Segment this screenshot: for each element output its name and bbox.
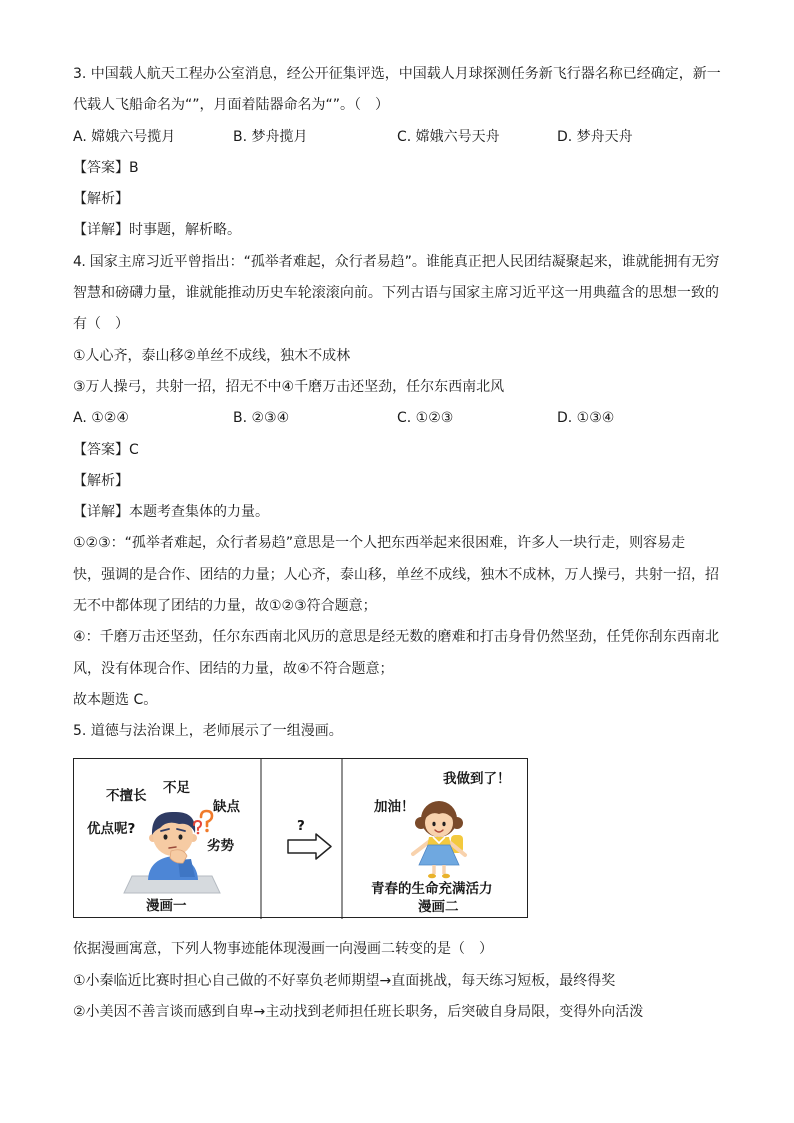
panel1-word-weak-at: 不擅长 [106, 788, 147, 804]
q4-option-d: D. ①③④ [557, 410, 615, 427]
boy-eye-left [164, 834, 168, 839]
girl-eye-left [432, 822, 435, 826]
q4-stem-line-1: 4. 国家主席习近平曾指出：“孤举者难起，众行者易趋”。谁能真正把人民团结凝聚起来，谁就能拥有无穷 [73, 253, 719, 270]
q4-explanation-line-2: 快，强调的是合作、团结的力量；人心齐，泰山移，单丝不成线，独木不成林，万人操弓，共射一招，招 [73, 566, 719, 583]
q3-stem-line-1: 3. 中国载人航天工程办公室消息，经公开征集评选，中国载人月球探测任务新飞行器名称已经确定，新一 [73, 66, 721, 82]
q4-statements-line-1: ①人心齐，泰山移②单丝不成线，独木不成林 [73, 347, 351, 364]
q3-option-b: B. 梦舟揽月 [233, 128, 308, 145]
question-marks-icon [194, 811, 212, 834]
q4-explanation-line-4: ④：千磨万击还坚劲，任尔东西南北风历的意思是经无数的磨难和打击身骨仍然坚劲，任凭你刮东西南北 [73, 629, 719, 646]
q4-option-b: B. ②③④ [233, 410, 290, 427]
q4-stem-line-2: 智慧和磅礴力量，谁就能推动历史车轮滚滚向前。下列古语与国家主席习近平这一用典蕴含的思想一致的 [73, 285, 719, 302]
panel2-slogan: 青春的生命充满活力 [371, 881, 493, 897]
panel2-speech-top: 我做到了！ [443, 771, 511, 787]
panel1-word-strengths: 优点呢? [87, 821, 136, 837]
question-mark-large-dot [205, 829, 208, 832]
q4-detail: 【详解】本题考查集体的力量。 [73, 504, 269, 521]
q3-stem-line-2: 代载人飞船命名为“”，月面着陆器命名为“”。（ ） [73, 97, 390, 114]
girl-shoe-right [442, 874, 450, 879]
document-body-lower [73, 934, 719, 1029]
q5-statement-1: ①小秦临近比赛时担心自己做的不好辜负老师期望→直面挑战，每天练习短板，最终得奖 [73, 972, 616, 989]
boy-eye-right [179, 834, 183, 839]
comic-figure [73, 758, 528, 918]
q4-options [73, 403, 719, 434]
q4-option-c: C. ①②③ [397, 410, 454, 427]
q4-conclusion: 故本题选 C。 [73, 691, 158, 708]
q4-explanation-line-3: 无不中都体现了团结的力量，故①②③符合题意； [73, 598, 377, 615]
q4-analysis-label: 【解析】 [73, 472, 129, 489]
q3-answer: 【答案】B [73, 159, 139, 176]
question-mark-large [201, 811, 212, 826]
q5-prompt: 依据漫画寓意，下列人物事迹能体现漫画一向漫画二转变的是（ ） [73, 941, 493, 957]
panel1-word-disadvantage: 劣势 [207, 838, 234, 854]
panel2-speech-left: 加油！ [374, 799, 415, 815]
question-mark-small-dot [197, 832, 200, 835]
q5-statement-2: ②小美因不善言谈而感到自卑→主动找到老师担任班长职务，后突破自身局限，变得外向活泼 [73, 1004, 644, 1020]
q3-analysis-label: 【解析】 [73, 191, 129, 208]
q5-stem: 5. 道德与法治课上，老师展示了一组漫画。 [73, 723, 343, 740]
document-body-upper [73, 59, 719, 748]
girl-eye-right [442, 822, 445, 826]
q3-option-c: C. 嫦娥六号天舟 [397, 128, 500, 145]
panel1-caption: 漫画一 [146, 898, 187, 914]
q4-explanation-line-1: ①②③：“孤举者难起，众行者易趋”意思是一个人把东西举起来很困难，许多人一块行走，则容易走 [73, 535, 686, 552]
q4-statements-line-2: ③万人操弓，共射一招，招无不中④千磨万击还坚劲，任尔东西南北风 [73, 378, 505, 395]
q4-explanation-line-5: 风，没有体现合作、团结的力量，故④不符合题意； [73, 660, 394, 677]
q3-options [73, 122, 719, 153]
q3-option-d: D. 梦舟天舟 [557, 128, 633, 145]
girl-illustration [413, 801, 465, 878]
q4-stem-line-3: 有（ ） [73, 316, 129, 333]
boy-illustration [124, 812, 220, 893]
q4-option-a: A. ①②④ [73, 410, 129, 427]
boy-mouth [169, 847, 176, 848]
q4-answer: 【答案】C [73, 441, 139, 458]
panel1-word-flaw: 缺点 [213, 799, 240, 815]
panel1-word-shortcoming: 不足 [163, 780, 190, 796]
transition-arrow-icon [288, 834, 331, 859]
q3-detail: 【详解】时事题，解析略。 [73, 222, 241, 239]
girl-shoe-left [428, 874, 436, 879]
transition-question-mark: ? [297, 818, 305, 834]
panel2-caption: 漫画二 [418, 899, 459, 915]
q3-option-a: A. 嫦娥六号揽月 [73, 128, 176, 145]
